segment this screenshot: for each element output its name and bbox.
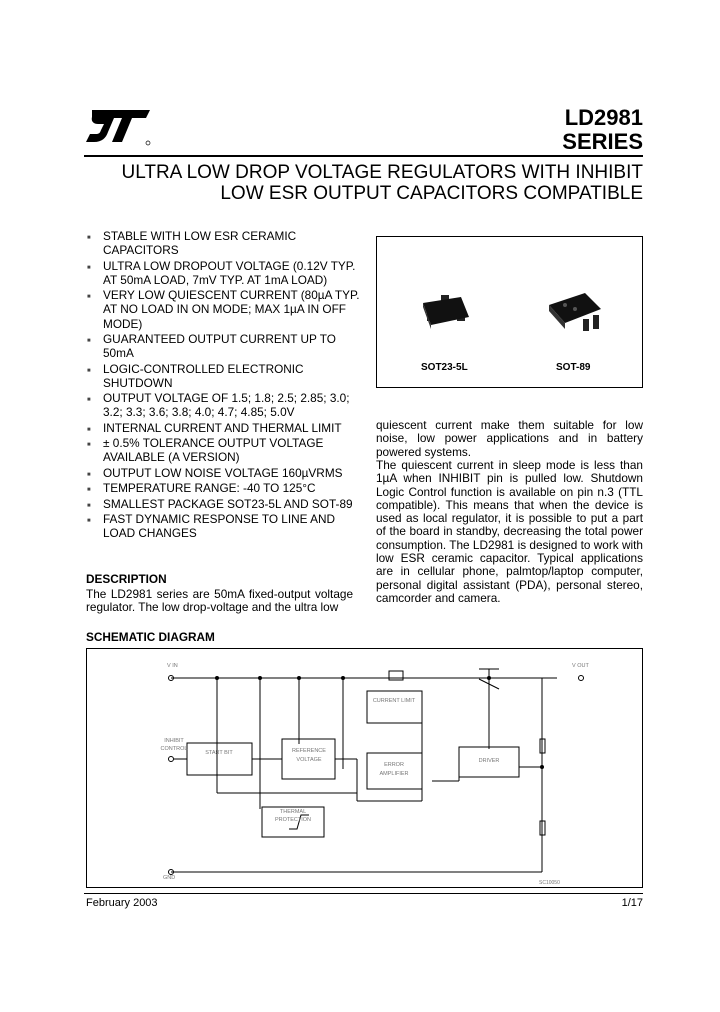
amplifier-block-label: ERROR AMPLIFIER [379, 762, 409, 777]
title-line-2: LOW ESR OUTPUT CAPACITORS COMPATIBLE [220, 183, 643, 204]
bullet-icon: ■ [87, 487, 91, 494]
inhibit-label: INHIBIT CONTROL [160, 738, 188, 752]
bullet-icon: ■ [87, 397, 91, 404]
list-item: ■ SMALLEST PACKAGE SOT23-5L AND SOT-89 [87, 496, 353, 511]
package-figure [376, 236, 643, 388]
bullet-icon: ■ [87, 294, 91, 301]
list-item: ■ FAST DYNAMIC RESPONSE TO LINE AND LOAD CHANGES [87, 511, 336, 541]
footer-divider [84, 893, 643, 894]
bullet-icon: ■ [87, 235, 91, 241]
vin-label: V IN [167, 663, 178, 669]
bullet-icon: ■ [87, 517, 91, 524]
gnd-label: GND [163, 875, 176, 881]
bullet-icon: ■ [87, 264, 91, 271]
driver-block-label: DRIVER [478, 758, 500, 764]
list-item: ■ LOGIC-CONTROLLED ELECTRONIC SHUTDOWN [87, 361, 304, 390]
thermal-block-label: THERMAL PROTECTION [274, 809, 312, 823]
list-item: ■ ULTRA LOW DROPOUT VOLTAGE (0.12V TYP. AT 50mA LOAD, 7mV TYP. AT 1mA LOAD) [87, 258, 356, 287]
schematic-wiring [87, 649, 642, 887]
bullet-icon: ■ [87, 337, 91, 344]
series-label: SERIES [562, 129, 643, 154]
bullet-icon: ■ [87, 442, 91, 449]
schematic-diagram [86, 648, 643, 888]
sot23-package-image [417, 293, 477, 333]
header-divider [84, 155, 643, 157]
package-label-sot89: SOT-89 [556, 362, 591, 373]
vout-label: V OUT [572, 663, 589, 669]
bullet-icon: ■ [87, 471, 91, 478]
reference-block-label: REFERENCE VOLTAGE [292, 748, 326, 763]
schematic-heading: SCHEMATIC DIAGRAM [86, 630, 215, 644]
bullet-icon: ■ [87, 426, 91, 433]
list-item: ■ TEMPERATURE RANGE: -40 TO 125°C [87, 481, 316, 496]
title-line-1: ULTRA LOW DROP VOLTAGE REGULATORS WITH INHIBIT [121, 162, 643, 183]
page-number: 1/17 [621, 897, 643, 909]
list-item: ■ STABLE WITH LOW ESR CERAMIC CAPACITORS [87, 229, 297, 258]
list-item: ■ OUTPUT VOLTAGE OF 1.5; 1.8; 2.5; 2.85; 3.0; 3.2; 3.3; 3.6; 3.8; 4.0; 4.7; 4.85; 5.0V [87, 391, 350, 420]
list-item: ■ OUTPUT LOW NOISE VOLTAGE 160µVRMS [87, 465, 343, 480]
bullet-icon: ■ [87, 367, 91, 374]
list-item: ■ GUARANTEED OUTPUT CURRENT UP TO 50mA [87, 331, 336, 361]
description-text-right-2: The quiescent current in sleep mode is less than 1µA when INHIBIT pin is pulled low. Shutdown Logic Control function is available on pin n.3 (TTL compatible). This means that when the device is used as local regulator, it is possible to put a part of the board in standby, decreasing the total power consumption. The LD2981 is designed to work with low ESR ceramic capacitor. Typical applications are in cellular phone, palmtop/laptop computer, personal digital assistant (PDA), personal stereo, camcorder and camera. [376, 458, 643, 605]
description-text-right-1: quiescent current make them suitable for low noise, low power applications and in battery powered systems. [376, 418, 643, 459]
footer-date: February 2003 [86, 897, 158, 909]
bullet-icon: ■ [87, 502, 91, 509]
list-item: ■ ± 0.5% TOLERANCE OUTPUT VOLTAGE AVAILABLE (A VERSION) [87, 436, 324, 465]
part-number: LD2981 [564, 105, 643, 130]
list-item: ■ INTERNAL CURRENT AND THERMAL LIMIT [87, 420, 342, 435]
sot89-package-image [545, 289, 609, 335]
package-label-sot23: SOT23-5L [421, 362, 468, 373]
description-heading: DESCRIPTION [86, 572, 167, 586]
st-logo-icon [84, 106, 154, 146]
description-text-left: The LD2981 series are 50mA fixed-output voltage regulator. The low drop-voltage and the ultra low [86, 587, 353, 615]
start-block-label: START BIT [205, 750, 233, 756]
current-limit-block-label: CURRENT LIMIT [372, 698, 416, 704]
schematic-code: SC10050 [539, 880, 560, 886]
feature-list [86, 229, 361, 542]
list-item: ■ VERY LOW QUIESCENT CURRENT (80µA TYP. AT NO LOAD IN ON MODE; MAX 1µA IN OFF MODE) [87, 288, 360, 331]
